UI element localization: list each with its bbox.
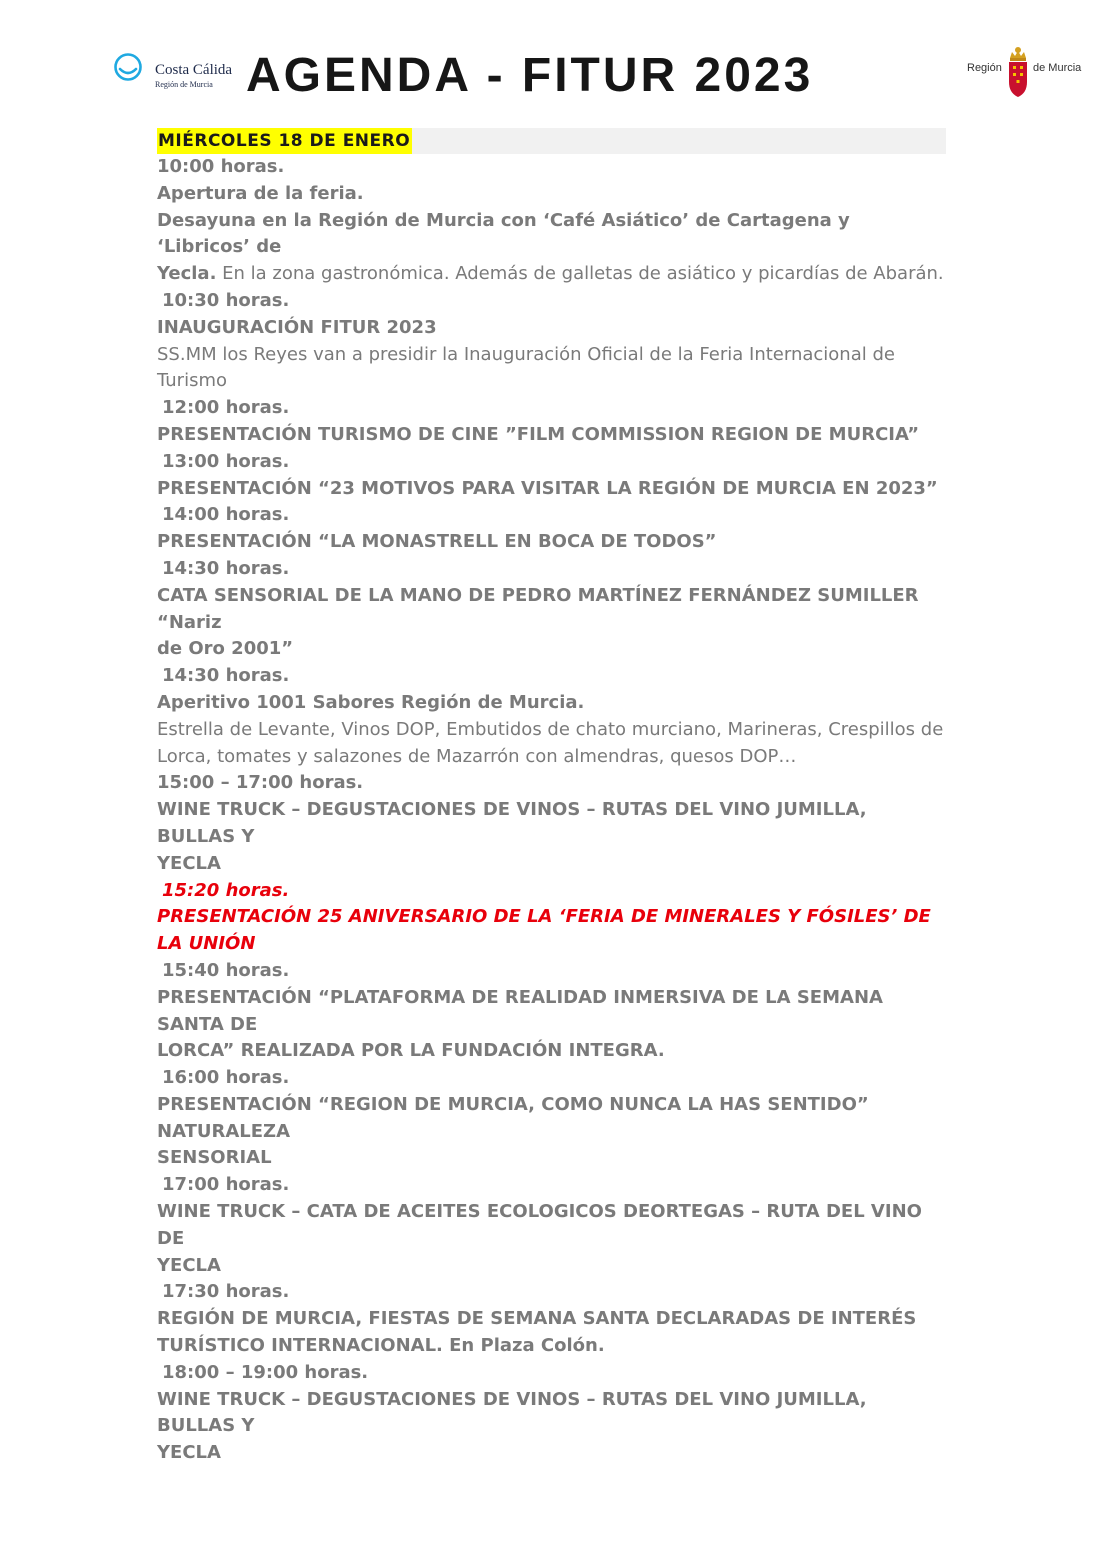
event-description: Estrella de Levante, Vinos DOP, Embutidos de chato murciano, Marineras, Crespillos de — [157, 718, 944, 740]
event-title: REGIÓN DE MURCIA, FIESTAS DE SEMANA SANTA DECLARADAS DE INTERÉS — [157, 1308, 917, 1330]
event-title: Aperitivo 1001 Sabores Región de Murcia. — [157, 691, 585, 713]
event-time: 14:30 horas. — [162, 557, 290, 579]
event-time: 12:00 horas. — [162, 397, 290, 419]
event-time-highlight: 15:20 horas. — [162, 879, 290, 901]
event-time: 15:00 – 17:00 horas. — [157, 772, 364, 794]
event-time: 16:00 horas. — [162, 1067, 290, 1089]
region-murcia-logo — [965, 44, 1090, 98]
event-time: 13:00 horas. — [162, 450, 290, 472]
page-header — [0, 0, 1100, 120]
event-title: INAUGURACIÓN FITUR 2023 — [157, 316, 437, 338]
event-title: PRESENTACIÓN “REGION DE MURCIA, COMO NUNCA LA HAS SENTIDO” NATURALEZA — [157, 1093, 869, 1142]
region-murcia-word1: Región — [967, 62, 1002, 74]
page-title: AGENDA - FITUR 2023 — [246, 49, 814, 102]
event-time: 17:30 horas. — [162, 1281, 290, 1303]
coat-of-arms-icon — [1005, 44, 1031, 98]
event-title: Desayuna en la Región de Murcia con ‘Café Asiático’ de Cartagena y ‘Libricos’ de — [157, 209, 850, 258]
event-time: 10:00 horas. — [157, 156, 285, 177]
event-title: PRESENTACIÓN “LA MONASTRELL EN BOCA DE TODOS” — [157, 531, 717, 553]
costa-calida-ring-icon — [113, 52, 143, 82]
day-heading: MIÉRCOLES 18 DE ENERO — [157, 128, 412, 154]
event-time: 17:00 horas. — [162, 1174, 290, 1196]
event-description: Turismo — [157, 370, 227, 392]
event-title: WINE TRUCK – DEGUSTACIONES DE VINOS – RUTAS DEL VINO JUMILLA, BULLAS Y — [157, 1388, 867, 1437]
event-title: Yecla. — [157, 263, 217, 285]
event-title: PRESENTACIÓN TURISMO DE CINE ”FILM COMMISSION REGION DE MURCIA” — [157, 423, 920, 445]
event-title: Apertura de la feria. — [157, 182, 364, 204]
costa-calida-subtitle: Región de Murcia — [155, 80, 213, 89]
event-title: YECLA — [157, 852, 221, 874]
event-line — [157, 261, 946, 288]
day-heading-row — [157, 128, 946, 154]
event-title: SENSORIAL — [157, 1147, 272, 1169]
event-title: YECLA — [157, 1254, 221, 1276]
event-description: Lorca, tomates y salazones de Mazarrón con almendras, quesos DOP… — [157, 745, 797, 767]
event-description: En la zona gastronómica. Además de galletas de asiático y picardías de Abarán. — [216, 263, 944, 285]
event-title: YECLA — [157, 1442, 221, 1464]
costa-calida-name: Costa Cálida — [155, 62, 233, 78]
event-title: LORCA” REALIZADA POR LA FUNDACIÓN INTEGRA. — [157, 1040, 665, 1062]
event-title: WINE TRUCK – CATA DE ACEITES ECOLOGICOS DEORTEGAS – RUTA DEL VINO DE — [157, 1201, 922, 1249]
event-title-highlight: PRESENTACIÓN 25 ANIVERSARIO DE LA ‘FERIA DE MINERALES Y FÓSILES’ DE LA UNIÓN — [157, 906, 931, 955]
event-time: 15:40 horas. — [162, 959, 290, 981]
event-time: 18:00 – 19:00 horas. — [162, 1361, 369, 1383]
event-title: PRESENTACIÓN “23 MOTIVOS PARA VISITAR LA REGIÓN DE MURCIA EN 2023” — [157, 477, 938, 499]
event-title: de Oro 2001” — [157, 638, 294, 660]
event-time: 10:30 horas. — [162, 289, 290, 311]
event-description: SS.MM los Reyes van a presidir la Inauguración Oficial de la Feria Internacional de — [157, 343, 895, 365]
event-title: CATA SENSORIAL DE LA MANO DE PEDRO MARTÍNEZ FERNÁNDEZ SUMILLER “Nariz — [157, 584, 919, 633]
event-title: PRESENTACIÓN “PLATAFORMA DE REALIDAD INMERSIVA DE LA SEMANA SANTA DE — [157, 986, 883, 1035]
event-title: TURÍSTICO INTERNACIONAL. En Plaza Colón. — [157, 1335, 605, 1357]
event-title: WINE TRUCK – DEGUSTACIONES DE VINOS – RUTAS DEL VINO JUMILLA, BULLAS Y — [157, 799, 867, 847]
event-time: 14:00 horas. — [162, 504, 290, 526]
region-murcia-word2: de Murcia — [1033, 62, 1082, 74]
costa-calida-logo — [113, 52, 253, 96]
event-time: 14:30 horas. — [162, 665, 290, 687]
agenda-content — [157, 128, 946, 1467]
